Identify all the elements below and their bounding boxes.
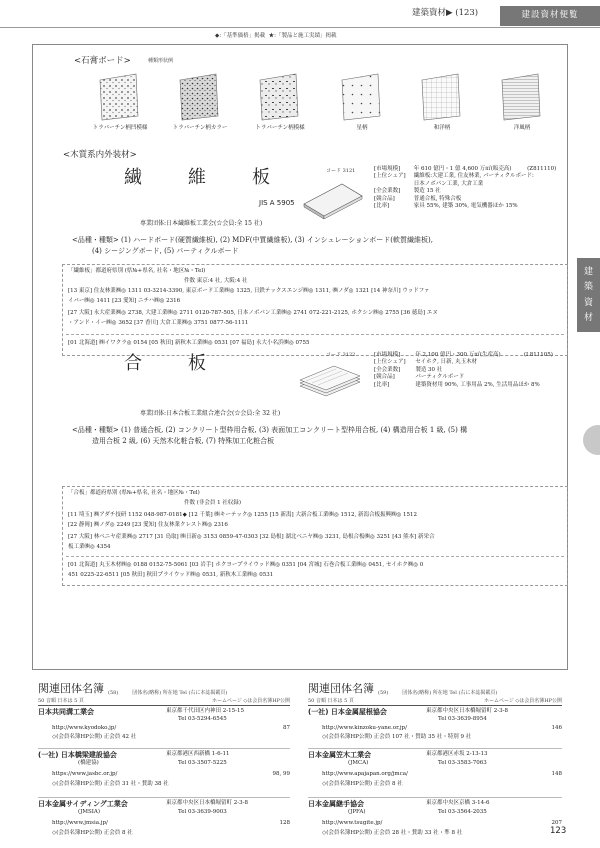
fiberboard-jis: JIS A 5905 — [259, 199, 295, 207]
plywood-list-count: 件数 (非会員 1 社収録) — [184, 500, 242, 506]
org-url[interactable]: http://www.apajapan.org/jmca/ — [322, 770, 408, 777]
org-url[interactable]: http://www.kyodoko.jp/ — [52, 724, 117, 731]
section-label: 建築資材▶ — [412, 8, 453, 18]
spec-key: [比率] — [374, 381, 390, 388]
directory-title: 関連団体名簿 — [308, 682, 374, 695]
org-members: ◇(会員名簿HP公開) 正会員 28 社・賛助 33 社・準 8 社 — [322, 829, 463, 836]
directory-num: (59) — [378, 690, 389, 697]
gypsum-title: <石膏ボード> — [74, 56, 131, 66]
side-tab[interactable] — [577, 258, 600, 332]
org-members: ◇(会員名簿HP公開) 正会員 31 社・賛助 38 社 — [52, 780, 169, 787]
fiberboard-image — [302, 180, 364, 220]
gypsum-sample-images — [96, 72, 566, 124]
entry-rule — [308, 797, 562, 798]
spec-value: 年 2,100 億円・300 万㎡(生産高) — [415, 352, 501, 358]
org-abbr: (JMCA) — [348, 759, 369, 766]
kinds-label: <品種・種類> — [72, 236, 119, 244]
fiberboard-org: 専業団体:日本繊維板工業会(☆会員:全 15 社) — [140, 220, 263, 227]
org-abbr: (橋建協) — [78, 759, 99, 766]
org-tel: Tel 03-5294-6545 — [178, 715, 227, 722]
org-name: 日本金属笠木工業会 — [308, 750, 371, 759]
org-members: ◇(会員名簿HP公開) 正会員 8 社 — [322, 780, 403, 787]
entry-rule — [308, 748, 562, 749]
sample-label-1: トラバーチン柄凹模様 — [92, 125, 148, 131]
org-name: 日本金属継手協会 — [308, 799, 364, 808]
spec-value: セイホク, 日新, 丸玉木材 — [415, 359, 478, 366]
list-line: [13 東京] 住友林業㈱◎ 1311 03-3214-3390, 東京ボード工業㈱◎ 1325, 日鉄テックスエンジ㈱◎ 1311, ㈱ノダ◎ 1321 [14 神奈川] ウッドファ — [68, 288, 430, 294]
org-page-ref: 87 — [283, 724, 290, 731]
spec-ref: (Z811110) — [527, 166, 557, 172]
org-tel: Tel 03-3639-9003 — [178, 808, 227, 815]
sample-1 — [100, 74, 138, 120]
directory-title: 関連団体名簿 — [38, 682, 104, 695]
header-rule — [0, 27, 600, 28]
legend-text-1: :「基準価格」掲載 — [219, 33, 266, 39]
gypsum-subtitle: 種類形状例 — [148, 58, 174, 64]
side-tab-char: 資 — [583, 297, 593, 308]
list-line: [27 大阪] 林ベニヤ産業㈱◎ 2717 [31 鳥取] ㈱日新◎ 3153 0859-47-0303 [32 島根] 湖北ベニヤ㈱◎ 3231, 島根合板㈱◎ 3251 [43 熊本] 新栄合 — [68, 534, 435, 540]
spec-key: [比率] — [374, 203, 390, 210]
fiberboard-kinds — [72, 236, 562, 245]
side-tab-char: 建 — [583, 267, 593, 278]
kinds-label: <品種・種類> — [72, 426, 119, 434]
thumb-index-circle — [583, 425, 600, 455]
sample-label-3: トラバーチン柄模様 — [255, 125, 305, 131]
spec-value: 年 610 億円・1 億 4,600 万㎡(販売高) — [413, 166, 512, 172]
entry-rule — [38, 797, 290, 798]
directory-rule — [308, 705, 562, 706]
directory-entry — [38, 800, 290, 846]
spec-value: パーティクルボード — [415, 374, 465, 381]
kinds-line-1: (1) 普通合板, (2) コンクリート型枠用合板, (3) 表面加工コンクリート型枠用合板, (4) 構造用合板 1 級, (5) 構 — [120, 426, 468, 434]
org-url[interactable]: http://www.tsugite.jp/ — [322, 819, 383, 826]
directory-count: 50 音順 日本は 5 頁 — [38, 697, 84, 704]
list-line: [01 北海道] 丸玉木材㈱◎ 0188 0152-75-5061 [03 岩手] ホクヨープライウッド㈱◎ 0351 [04 宮城] 石巻合板工業㈱◎ 0451, セイホク㈱◎ 0 — [68, 562, 424, 568]
plywood-kinds-line-2: 造用合板 2 級, (6) 天然木化粧合板, (7) 特殊加工化粧合板 — [92, 437, 275, 445]
list-line: 板工業㈱◎ 4354 — [68, 544, 111, 550]
list-line: ・アンド・イー㈱◎ 3652 [37 香川] 大倉工業㈱◎ 3751 0877-56-1111 — [68, 320, 249, 326]
org-address: 東京都中央区日本橋堀留町 2-3-8 — [426, 707, 508, 714]
spec-key: [市場規模] — [374, 352, 401, 358]
org-address: 東京都港区西新橋 1-6-11 — [166, 750, 230, 757]
org-address: 東京都港区赤坂 2-13-13 — [426, 750, 488, 757]
spec-value: 製造 15 社 — [413, 188, 441, 195]
sample-label-2: トラバーチン柄カラー — [172, 125, 228, 131]
org-address: 東京都千代田区内神田 2-15-15 — [166, 707, 244, 714]
org-tel: Tel 03-3639-8954 — [438, 715, 487, 722]
org-page-ref: 128 — [279, 819, 290, 826]
org-tel: Tel 03-3564-2035 — [438, 808, 487, 815]
org-url[interactable]: https://www.jasbc.or.jp/ — [52, 770, 118, 777]
org-url[interactable]: http://www.jmsia.jp/ — [52, 819, 108, 826]
directory-num: (58) — [108, 690, 119, 697]
list-divider — [66, 334, 564, 335]
sample-label-4: 星柄 — [356, 125, 368, 131]
org-abbr: (JMSIA) — [78, 808, 101, 815]
list-line: [11 埼玉] ㈱アダチ技研 1152 048-987-0181◆ [12 千葉] ㈱キーテック◎ 1255 [15 新潟] 大新合板工業㈱◎ 1512, 新潟合板振興㈱◎ 1512 — [68, 512, 418, 518]
org-page-ref: 146 — [551, 724, 562, 731]
sample-2 — [180, 74, 218, 120]
wood-title: <木質系内外装材> — [63, 150, 137, 160]
entry-rule — [38, 748, 290, 749]
org-name: (一社) 日本橋梁建設協会 — [38, 750, 117, 759]
spec-value: 繊維板:大建工業, 住友林業, パーティクルボード: — [413, 173, 534, 180]
directory-rule — [38, 705, 290, 706]
fiberboard-list-count: 件数 東京:4 社, 大阪:4 社 — [184, 278, 248, 284]
directory-col-head: 団体名(略称) 所在地 Tel (右に本誌掲載頁) — [402, 690, 498, 697]
plywood-list-title: 「合板」都道府県別 (県№+県名, 社名・地区№・Tel) — [68, 490, 200, 496]
org-page-ref: 98, 99 — [272, 770, 290, 777]
directory-entry — [308, 751, 562, 797]
org-members: ◇(会員名簿HP公開) 正会員 42 社 — [52, 733, 137, 740]
sample-label-5: 和洋柄 — [433, 125, 451, 131]
star-icon: ★ — [268, 33, 275, 39]
directory-entry — [308, 708, 562, 748]
plywood-kinds — [72, 426, 562, 435]
fiberboard-kinds-line-2: (4) シージングボード, (5) パーティクルボード — [92, 247, 239, 255]
org-url[interactable]: http://www.kinzoku-yane.or.jp/ — [322, 724, 407, 731]
fiberboard-list-title: 「繊維板」都道府県別 (県№+県名, 社名・地区№・Tel) — [68, 268, 206, 274]
directory-left — [38, 682, 290, 846]
org-members: ◇(会員名簿HP公開) 正会員 8 社 — [52, 829, 133, 836]
directory-entry — [38, 751, 290, 797]
directory-col-head-2: ホームページ ◇は会員名簿HP公開 — [483, 697, 562, 704]
fiberboard-heading: 繊維板 — [124, 167, 316, 188]
spec-key: [全会業数] — [374, 188, 401, 195]
spec-ref: (L811105) — [523, 352, 553, 358]
list-line: [27 大阪] 永大産業㈱◎ 2738, 大建工業㈱◎ 2711 0120-787-505, 日本ノボパン工業㈱◎ 2741 072-221-2125, ホクシン㈱◎ 2755 [36 徳島] エヌ — [68, 310, 438, 316]
side-tab-char: 材 — [583, 312, 593, 323]
sample-5 — [422, 74, 460, 120]
spec-key: [全会業数] — [374, 366, 401, 373]
list-divider — [66, 556, 564, 557]
org-name: 日本共同溝工業会 — [38, 707, 94, 716]
fiberboard-code: コード 3121 — [326, 168, 356, 174]
org-page-ref: 148 — [551, 770, 562, 777]
org-name: (一社) 日本金属屋根協会 — [308, 707, 387, 716]
org-abbr: (JPFA) — [348, 808, 366, 815]
spec-key: [競合品] — [374, 374, 395, 381]
kinds-line-1: (1) ハードボード(硬質繊維板), (2) MDF(中質繊維板), (3) インシュレーションボード(軟質繊維板), — [120, 236, 433, 244]
legend-text-2: :「製品と施工実績」掲載 — [274, 33, 337, 39]
page-number: 123 — [550, 826, 567, 836]
org-tel: Tel 03-3583-7063 — [438, 759, 487, 766]
directory-count: 50 音順 日本は 5 頁 — [308, 697, 354, 704]
directory-entry — [38, 708, 290, 748]
plywood-spec-table — [372, 352, 562, 389]
list-line: [22 静岡] ㈱ノダ◎ 2249 [23 愛知] 住友林業クレスト㈱◎ 2316 — [68, 522, 228, 528]
directory-entry — [308, 800, 562, 846]
sample-3 — [260, 74, 298, 120]
sample-label-6: 洋風柄 — [513, 125, 531, 131]
spec-key: [上位シェア] — [374, 173, 406, 180]
directory-col-head-2: ホームページ ◇は会員名簿HP公開 — [211, 697, 290, 704]
spec-key: [競合品] — [374, 195, 395, 202]
list-line: イバー㈱◎ 1411 [23 愛知] ニチハ㈱◎ 2316 — [68, 298, 181, 304]
list-line: 451 0225-22-6511 [05 秋田] 秋田プライウッド㈱◎ 0531, 新秋木工業㈱◎ 0531 — [68, 572, 274, 578]
org-tel: Tel 03-3507-5225 — [178, 759, 227, 766]
org-name: 日本金属サイディング工業会 — [38, 799, 128, 808]
category-box: 建設資材便覧 — [500, 6, 600, 26]
org-address: 東京都中央区京橋 3-14-6 — [426, 799, 490, 806]
list-line: [01 北海道] ㈱イワクラ◎ 0154 [05 秋田] 新秋木工業㈱◎ 0531 [07 福島] 永大小名浜㈱◎ 0755 — [68, 340, 310, 346]
side-tab-char: 築 — [583, 282, 593, 293]
section-header — [412, 8, 478, 19]
org-members: ◇(会員名簿HP公開) 正会員 107 社・賛助 35 社・特別 9 社 — [322, 733, 472, 740]
org-page-ref: 207 — [551, 819, 562, 826]
spec-key: [上位シェア] — [374, 359, 406, 366]
sample-4 — [342, 74, 380, 120]
spec-value: 家具 55%, 建築 30%, 電気機器ほか 15% — [413, 203, 518, 210]
plywood-heading: 合板 — [124, 353, 252, 374]
page-ref: (123) — [455, 8, 479, 18]
directory-col-head: 団体名(略称) 所在地 Tel (右に本誌掲載頁) — [132, 690, 228, 697]
plywood-code: コード 3122 — [326, 352, 356, 358]
sample-6 — [502, 74, 540, 120]
diamond-icon: ◆ — [215, 33, 220, 39]
org-address: 東京都中央区日本橋堀留町 2-3-8 — [166, 799, 248, 806]
plywood-org: 専業団体:日本合板工業組合連合会(☆会員:全 32 社) — [140, 410, 281, 417]
spec-value: 普通合板, 特殊合板 — [413, 195, 462, 202]
spec-value: 日本ノボパン工業, 大倉工業 — [413, 180, 484, 187]
fiberboard-spec-table — [372, 166, 562, 211]
spec-value: 製造 30 社 — [415, 366, 443, 373]
spec-key: [市場規模] — [374, 166, 401, 172]
directory-right — [308, 682, 562, 846]
plywood-image — [298, 364, 364, 400]
legend — [215, 33, 336, 40]
spec-value: 建築資材用 90%, 工事用品 2%, 生活用品ほか 8% — [415, 381, 540, 388]
